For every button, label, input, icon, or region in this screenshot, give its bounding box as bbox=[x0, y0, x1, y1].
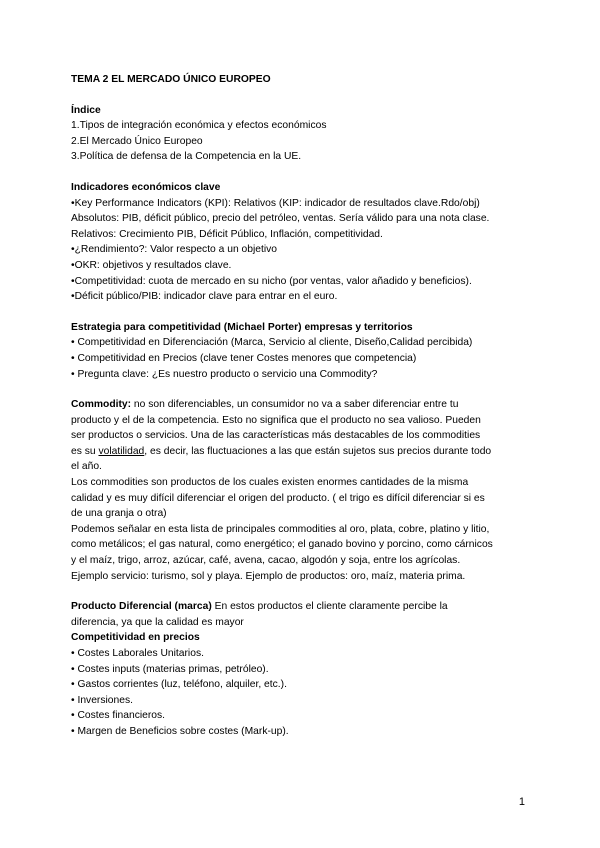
indicators-line: •Competitividad: cuota de mercado en su nicho (por ventas, valor añadido y beneficios). bbox=[71, 275, 472, 287]
prices-item: • Costes financieros. bbox=[71, 710, 166, 722]
commodity-line: producto y el de la competencia. Esto no significa que el producto no sea valioso. Pueden bbox=[71, 414, 481, 426]
index-item: 2.El Mercado Único Europeo bbox=[71, 135, 203, 147]
commodity-line: ser productos o servicios. Una de las características más destacables de los commodities bbox=[71, 430, 481, 442]
indicators-line: •¿Rendimiento?: Valor respecto a un objetivo bbox=[71, 244, 278, 256]
indicators-line: Relativos: Crecimiento PIB, Déficit Público, Inflación, competitividad. bbox=[71, 228, 383, 240]
indicators-line: •Déficit público/PIB: indicador clave para entrar en el euro. bbox=[71, 291, 338, 303]
strategy-heading: Estrategia para competitividad (Michael Porter) empresas y territorios bbox=[71, 321, 413, 333]
index-item: 3.Política de defensa de la Competencia en la UE. bbox=[71, 151, 302, 163]
commodity-line: Los commodities son productos de los cuales existen enormes cantidades de la misma bbox=[71, 477, 469, 489]
strategy-line: • Pregunta clave: ¿Es nuestro producto o servicio una Commodity? bbox=[71, 368, 378, 380]
differential-line: diferencia, ya que la calidad es mayor bbox=[71, 616, 244, 628]
prices-item: • Inversiones. bbox=[71, 694, 133, 706]
page-number: 1 bbox=[518, 796, 525, 808]
indicators-line: •OKR: objetivos y resultados clave. bbox=[71, 259, 232, 271]
commodity-line: Ejemplo servicio: turismo, sol y playa. Ejemplo de productos: oro, maíz, materia prima. bbox=[71, 570, 466, 582]
commodity-section bbox=[71, 397, 531, 584]
volatility-term: volatilidad bbox=[98, 445, 145, 457]
commodity-line: y el maíz, trigo, arroz, azúcar, café, avena, cacao, algodón y soja, entre los agrícolas. bbox=[71, 555, 461, 567]
prices-item: • Costes Laborales Unitarios. bbox=[71, 648, 204, 659]
indicators-heading: Indicadores económicos clave bbox=[71, 181, 221, 193]
commodity-line bbox=[71, 444, 531, 460]
commodity-text: es su bbox=[71, 445, 99, 457]
differential-line bbox=[71, 599, 531, 615]
differential-text: En estos productos el cliente claramente percibe la bbox=[211, 601, 448, 613]
commodity-line: como metálicos; el gas natural, como energético; el ganado bovino y porcino, como cárnicos bbox=[71, 539, 493, 551]
indicators-line: Absolutos: PIB, déficit público, precio del petróleo, ventas. Sería válido para una nota clase. bbox=[71, 213, 490, 225]
commodity-line: el año. bbox=[71, 461, 102, 473]
differential-label: Producto Diferencial (marca) bbox=[71, 601, 212, 613]
document-page bbox=[71, 72, 531, 740]
prices-item: • Gastos corrientes (luz, teléfono, alquiler, etc.). bbox=[71, 679, 287, 691]
strategy-line: • Competitividad en Diferenciación (Marca, Servicio al cliente, Diseño,Calidad percibida) bbox=[71, 337, 473, 349]
commodity-line: de una granja o otra) bbox=[71, 508, 167, 520]
commodity-line: calidad y es muy difícil diferenciar el origen del producto. ( el trigo es difícil diferenciar si es bbox=[71, 492, 485, 504]
prices-item: • Margen de Beneficios sobre costes (Mark-up). bbox=[71, 725, 289, 737]
differential-section bbox=[71, 599, 531, 630]
indicators-line: •Key Performance Indicators (KPI): Relativos (KIP: indicador de resultados clave.Rdo/obj) bbox=[71, 197, 480, 209]
commodity-text: , es decir, las fluctuaciones a las que están sujetos sus precios durante todo bbox=[144, 445, 492, 457]
index-item: 1.Tipos de integración económica y efectos económicos bbox=[71, 120, 327, 132]
commodity-text: no son diferenciables, un consumidor no va a saber diferenciar entre tu bbox=[131, 399, 459, 411]
commodity-line: Podemos señalar en esta lista de principales commodities al oro, plata, cobre, platino y litio, bbox=[71, 523, 490, 535]
commodity-label: Commodity: bbox=[71, 399, 132, 411]
document-title: TEMA 2 EL MERCADO ÚNICO EUROPEO bbox=[71, 74, 271, 85]
commodity-line bbox=[71, 397, 531, 413]
prices-heading: Competitividad en precios bbox=[71, 632, 200, 644]
index-heading: Índice bbox=[71, 104, 101, 116]
strategy-line: • Competitividad en Precios (clave tener Costes menores que competencia) bbox=[71, 352, 417, 364]
prices-item: • Costes inputs (materias primas, petróleo). bbox=[71, 663, 269, 675]
